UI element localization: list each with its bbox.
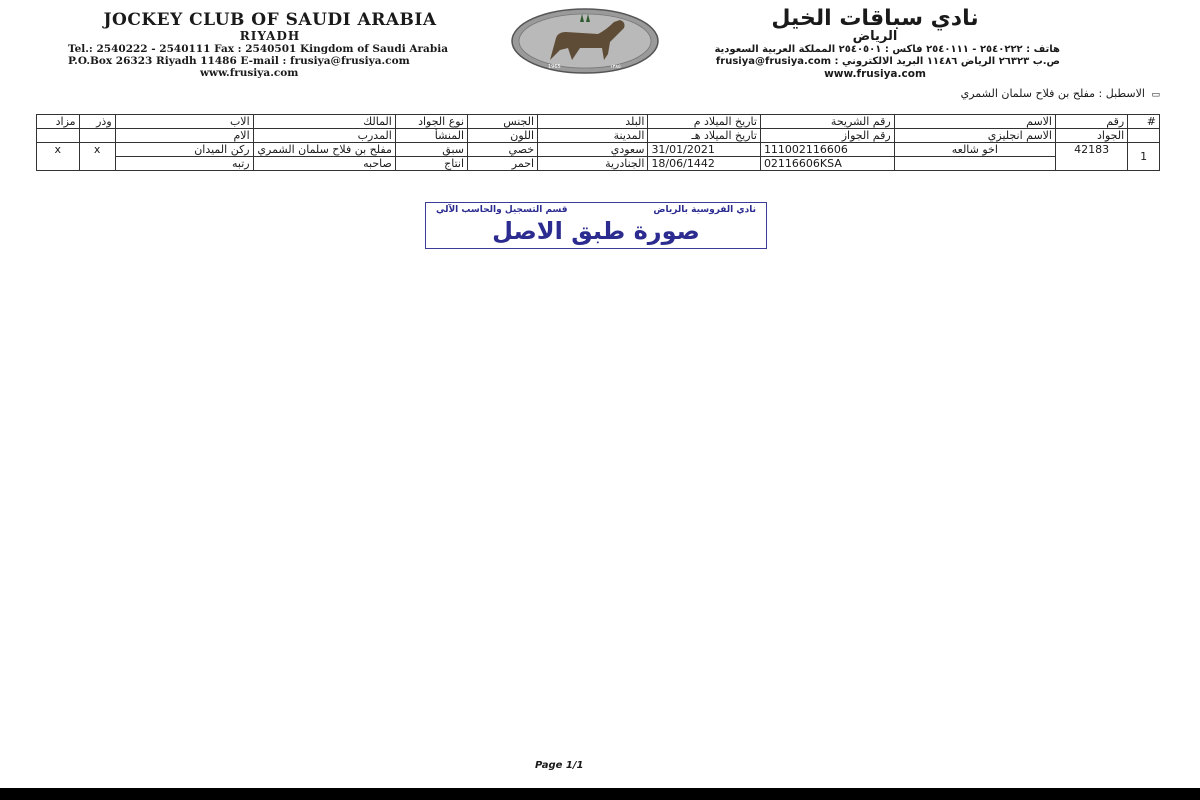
owner: مفلح بن فلاح سلمان الشمري (253, 143, 395, 157)
header-cell: تاريخ الميلاد هـ (648, 129, 761, 143)
row-index: 1 (1128, 143, 1160, 171)
sire: ركن الميدان (115, 143, 253, 157)
dam: رتبه (115, 157, 253, 171)
mark-2: x (37, 143, 80, 171)
contact-line-1-ar: هاتف : ٢٥٤٠٢٢٢ - ٢٥٤٠١١١ فاكس : ٢٥٤٠٥٠١ المملكة العربية السعودية (714, 44, 1060, 55)
header-cell: رقم الشريحة (760, 115, 894, 129)
trainer: صاحبه (253, 157, 395, 171)
header-row-2 (37, 129, 1160, 143)
header-arabic (690, 6, 1060, 80)
header-english (60, 10, 480, 79)
header-cell: الام (115, 129, 253, 143)
table-row (37, 157, 1160, 171)
header-cell: مزاد (37, 115, 80, 129)
document-icon: ▭ (1151, 90, 1160, 100)
header-cell: رقم (1056, 115, 1128, 129)
color: احمر (468, 157, 538, 171)
logo-year-left: 1965 (548, 64, 561, 70)
header-cell: الجنس (468, 115, 538, 129)
stamp-org: نادي الفروسية بالرياض (653, 205, 756, 215)
contact-line-2-en: P.O.Box 26323 Riyadh 11486 E-mail : frusiya@frusiya.com (68, 55, 410, 67)
header-cell-empty (37, 129, 80, 143)
contact-line-1-en: Tel.: 2540222 - 2540111 Fax : 2540501 Kingdom of Saudi Arabia (68, 43, 448, 55)
header-cell: تاريخ الميلاد م (648, 115, 761, 129)
header-cell: رقم الجواز (760, 129, 894, 143)
english-name (894, 157, 1055, 171)
horse-table (36, 114, 1160, 171)
country: سعودي (538, 143, 648, 157)
club-city-en: RIYADH (239, 29, 301, 43)
birth-date-hijri: 18/06/1442 (648, 157, 761, 171)
origin: انتاج (395, 157, 467, 171)
header-cell-empty (1128, 129, 1160, 143)
bottom-bar (0, 788, 1200, 800)
header-cell: البلد (538, 115, 648, 129)
website-en: www.frusiya.com (200, 67, 299, 79)
certified-stamp (425, 202, 767, 249)
header-cell: الاسم (894, 115, 1055, 129)
club-city-ar: الرياض (852, 29, 898, 44)
header-cell-empty (79, 129, 115, 143)
city: الجنادرية (538, 157, 648, 171)
header-cell: الاب (115, 115, 253, 129)
header-cell: وذر (79, 115, 115, 129)
club-name-en: JOCKEY CLUB OF SAUDI ARABIA (103, 10, 437, 30)
stamp-text: صورة طبق الاصل (492, 217, 700, 245)
club-logo (510, 8, 660, 74)
header-cell: المنشأ (395, 129, 467, 143)
stable-text: الاسطبل : مفلح بن فلاح سلمان الشمري (960, 87, 1145, 100)
stable-label (961, 87, 1160, 100)
logo-year-right: ١٣٨٥ (610, 64, 621, 70)
passport-number: 02116606KSA (760, 157, 894, 171)
header-row-1 (37, 115, 1160, 129)
header-cell: # (1128, 115, 1160, 129)
table-row (37, 143, 1160, 157)
birth-date-greg: 31/01/2021 (648, 143, 761, 157)
header-cell: نوع الجواد (395, 115, 467, 129)
horse-name: اخو شالعه (894, 143, 1055, 157)
horse-type: سبق (395, 143, 467, 157)
mark-1: x (79, 143, 115, 171)
header-cell: الاسم انجليزي (894, 129, 1055, 143)
header-cell: المدينة (538, 129, 648, 143)
page-number: Page 1/1 (535, 760, 584, 771)
stamp-dept: قسم التسجيل والحاسب الآلي (436, 205, 568, 215)
contact-line-2-ar: ص.ب ٢٦٣٢٣ الرياض ١١٤٨٦ البريد الالكتروني : frusiya@frusiya.com (715, 56, 1060, 67)
header-cell: المالك (253, 115, 395, 129)
club-name-ar: نادي سباقات الخيل (771, 6, 979, 31)
chip-number: 111002116606 (760, 143, 894, 157)
header-cell: الجواد (1056, 129, 1128, 143)
horse-number: 42183 (1056, 143, 1128, 171)
header-cell: اللون (468, 129, 538, 143)
website-ar: www.frusiya.com (824, 68, 926, 80)
gender: خصي (468, 143, 538, 157)
header-cell: المدرب (253, 129, 395, 143)
